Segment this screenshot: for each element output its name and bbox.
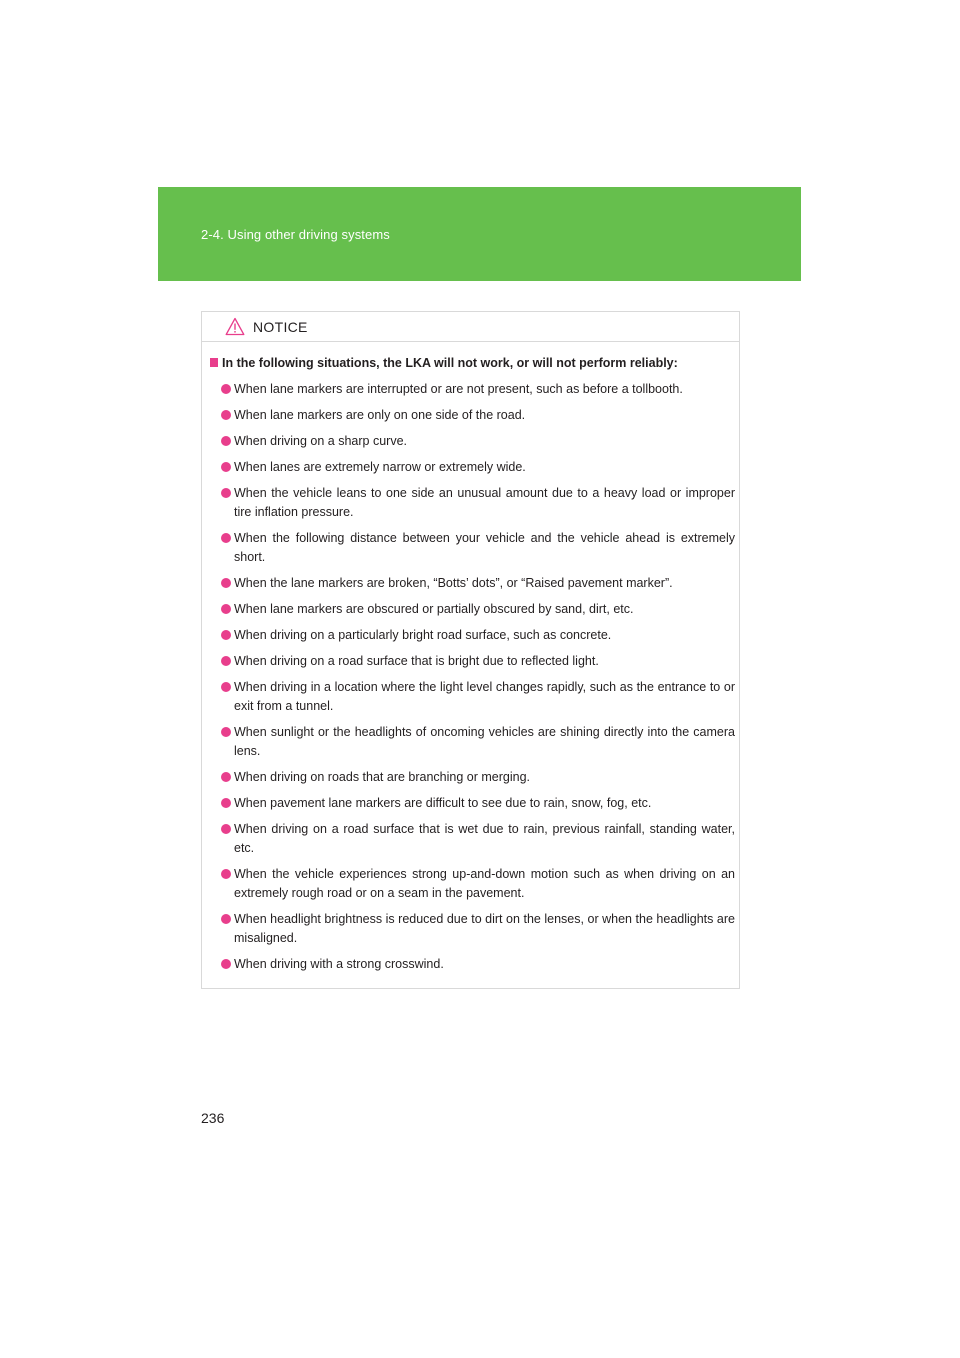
page-number: 236	[201, 1110, 225, 1126]
notice-subheading-text: In the following situations, the LKA will not work, or will not perform reliably:	[222, 356, 678, 370]
list-item: When driving on a sharp curve.	[221, 432, 735, 451]
bullet-icon	[221, 959, 231, 969]
notice-header	[202, 312, 739, 342]
bullet-icon	[221, 727, 231, 737]
bullet-icon	[221, 533, 231, 543]
square-bullet-icon	[210, 358, 218, 367]
list-item: When sunlight or the headlights of oncoming vehicles are shining directly into the camera lens.	[221, 723, 735, 761]
list-item: When driving on a particularly bright road surface, such as concrete.	[221, 626, 735, 645]
list-item: When headlight brightness is reduced due to dirt on the lenses, or when the headlights are misaligned.	[221, 910, 735, 948]
list-item: When the lane markers are broken, “Botts’ dots”, or “Raised pavement marker”.	[221, 574, 735, 593]
list-item: When lane markers are obscured or partially obscured by sand, dirt, etc.	[221, 600, 735, 619]
list-item: When the following distance between your vehicle and the vehicle ahead is extremely short.	[221, 529, 735, 567]
bullet-icon	[221, 630, 231, 640]
bullet-icon	[221, 604, 231, 614]
section-title: 2-4. Using other driving systems	[201, 227, 390, 242]
bullet-icon	[221, 682, 231, 692]
list-item: When driving on a road surface that is wet due to rain, previous rainfall, standing water, etc.	[221, 820, 735, 858]
bullet-icon	[221, 772, 231, 782]
bullet-icon	[221, 798, 231, 808]
bullet-icon	[221, 436, 231, 446]
notice-box	[201, 311, 740, 989]
section-header-band	[158, 187, 801, 281]
list-item: When driving on roads that are branching or merging.	[221, 768, 735, 787]
list-item: When lane markers are only on one side of the road.	[221, 406, 735, 425]
bullet-icon	[221, 869, 231, 879]
list-item: When driving with a strong crosswind.	[221, 955, 735, 974]
list-item: When the vehicle experiences strong up-and-down motion such as when driving on an extremely rough road or on a seam in the pavement.	[221, 865, 735, 903]
notice-title: NOTICE	[253, 319, 308, 335]
bullet-icon	[221, 824, 231, 834]
notice-subheading	[210, 355, 735, 372]
warning-triangle-icon	[225, 317, 245, 336]
list-item: When driving in a location where the light level changes rapidly, such as the entrance to or exit from a tunnel.	[221, 678, 735, 716]
bullet-icon	[221, 410, 231, 420]
bullet-icon	[221, 578, 231, 588]
bullet-icon	[221, 384, 231, 394]
list-item: When the vehicle leans to one side an unusual amount due to a heavy load or improper tire inflation pressure.	[221, 484, 735, 522]
list-item: When lanes are extremely narrow or extremely wide.	[221, 458, 735, 477]
bullet-icon	[221, 462, 231, 472]
bullet-icon	[221, 914, 231, 924]
list-item: When pavement lane markers are difficult to see due to rain, snow, fog, etc.	[221, 794, 735, 813]
list-item: When lane markers are interrupted or are not present, such as before a tollbooth.	[221, 380, 735, 399]
bullet-icon	[221, 656, 231, 666]
list-item: When driving on a road surface that is bright due to reflected light.	[221, 652, 735, 671]
bullet-icon	[221, 488, 231, 498]
